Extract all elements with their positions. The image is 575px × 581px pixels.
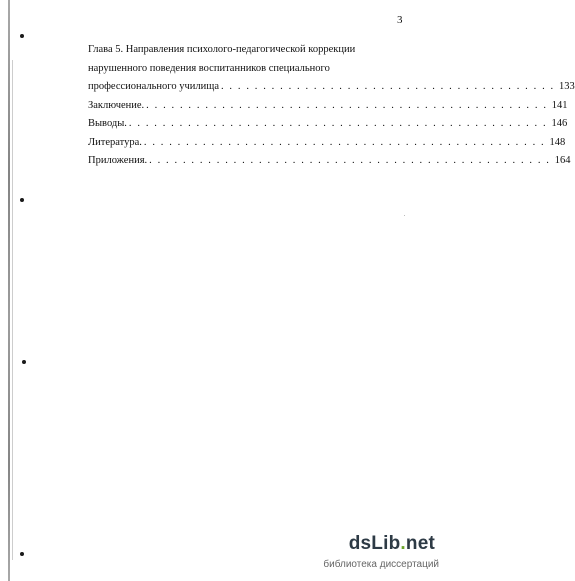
toc-entry-title: профессионального училища: [88, 81, 219, 92]
dslib-caption: библиотека диссертаций: [323, 559, 439, 570]
table-of-contents: [88, 41, 575, 171]
toc-entry-title: Заключение.: [88, 99, 145, 111]
toc-entry-conclusion: [88, 97, 568, 116]
toc-dot-leader: . . . . . . . . . . . . . . . . . . . . . . . . . . . . . . . . . . . . . . . .: [220, 81, 555, 92]
binder-hole-mark: [20, 552, 24, 556]
binder-hole-mark: [20, 34, 24, 38]
page-number: 3: [397, 14, 403, 26]
scan-binding-edge: [8, 0, 10, 581]
toc-entry-title: Литература.: [88, 136, 142, 148]
binder-hole-mark: [22, 360, 26, 364]
toc-entry-chapter5-line2: нарушенного поведения воспитанников специального: [88, 62, 330, 74]
toc-entry-chapter5-line3: [88, 78, 575, 97]
binder-hole-mark: [20, 198, 24, 202]
logo-tld: net: [405, 533, 435, 554]
toc-entry-title: Приложения.: [88, 155, 148, 166]
logo-dot: .: [400, 533, 406, 554]
toc-entry-chapter5-line1: Глава 5. Направления психолого-педагогической коррекции: [88, 44, 356, 55]
toc-dot-leader: . . . . . . . . . . . . . . . . . . . . . . . . . . . . . . . . . . . . . . . . . . . . . . . .: [149, 155, 551, 166]
toc-entry-page: 146: [551, 118, 568, 129]
toc-entry-literature: [88, 134, 566, 153]
scan-binding-shadow: [12, 60, 13, 560]
toc-dot-leader: . . . . . . . . . . . . . . . . . . . . . . . . . . . . . . . . . . . . . . . . . . . . . . . . . .: [128, 118, 548, 129]
dslib-watermark[interactable]: [300, 533, 445, 577]
toc-dot-leader: . . . . . . . . . . . . . . . . . . . . . . . . . . . . . . . . . . . . . . . . . . . . . . . .: [146, 99, 548, 111]
toc-entry-page: 164: [554, 155, 571, 166]
toc-entry-title: Выводы.: [88, 118, 127, 129]
toc-entry-page: 133: [559, 81, 575, 92]
dslib-logo: [349, 533, 435, 555]
scan-speck: [404, 215, 405, 216]
logo-main-text: dsLib: [348, 533, 401, 554]
toc-entry-page: 148: [549, 136, 566, 148]
toc-entry-findings: [88, 115, 568, 134]
toc-entry-page: 141: [551, 99, 568, 111]
toc-dot-leader: . . . . . . . . . . . . . . . . . . . . . . . . . . . . . . . . . . . . . . . . . . . . . . . .: [143, 136, 546, 148]
toc-entry-appendices: [88, 152, 571, 171]
